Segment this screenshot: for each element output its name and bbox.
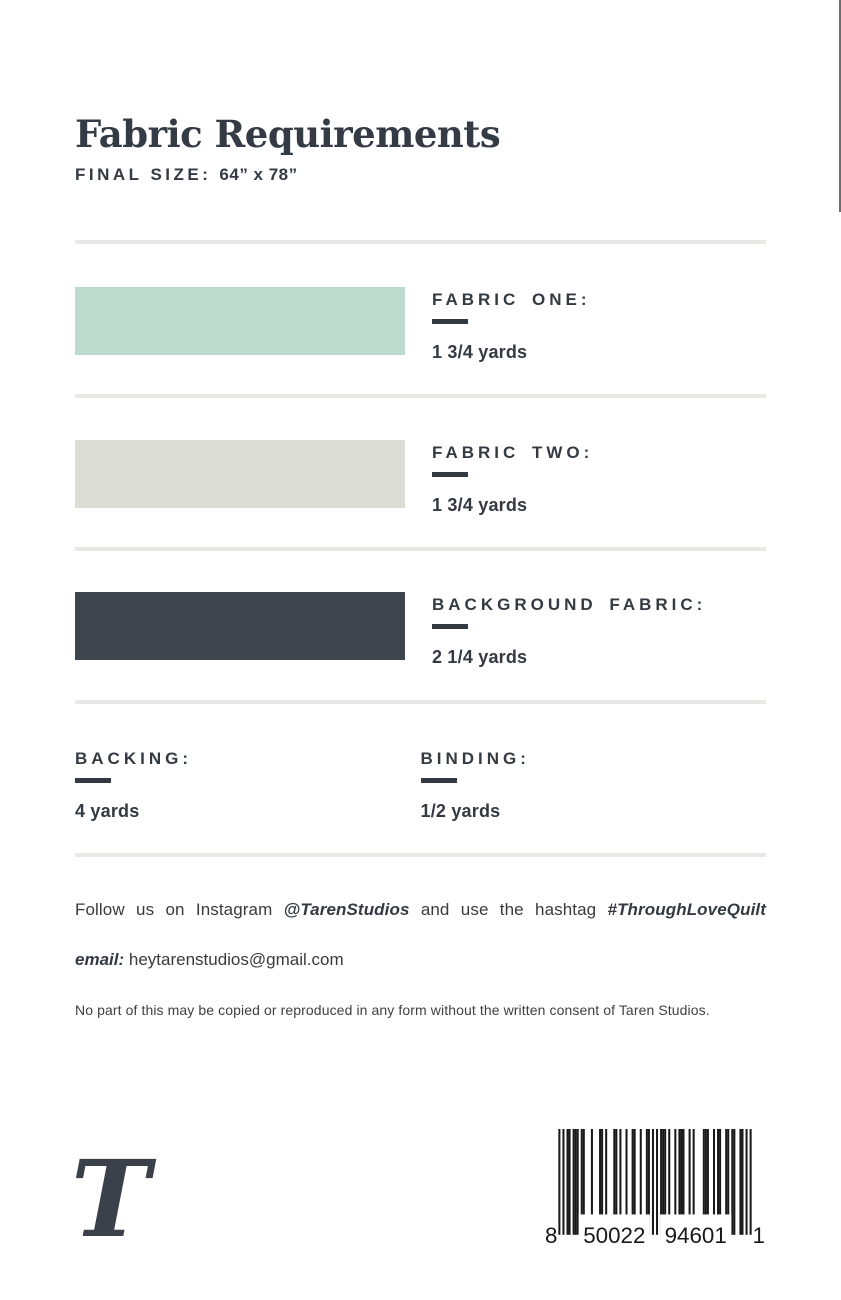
email-line: [75, 949, 766, 971]
fabric-one-swatch: [75, 287, 405, 355]
fabric-row-background: [75, 592, 766, 668]
binding-label: BINDING:: [420, 749, 530, 768]
instagram-line: [75, 899, 766, 921]
binding-column: [421, 749, 767, 822]
barcode-digits-group1: 50022: [583, 1222, 646, 1247]
email-label: email:: [75, 950, 125, 969]
divider: [75, 547, 766, 551]
fabric-one-label: FABRIC ONE:: [432, 290, 591, 309]
final-size-value: 64” x 78”: [219, 165, 298, 184]
barcode-digit-right: 1: [752, 1222, 765, 1247]
divider: [75, 394, 766, 398]
barcode: [544, 1129, 766, 1247]
backing-label: BACKING:: [75, 749, 192, 768]
divider: [75, 700, 766, 704]
fabric-two-yardage: 1 3/4 yards: [432, 495, 528, 515]
underline-dash: [421, 778, 457, 783]
fabric-two-swatch: [75, 440, 405, 508]
instagram-prefix: Follow us on Instagram: [75, 900, 284, 919]
final-size-label: FINAL SIZE:: [75, 165, 212, 184]
fabric-two-info: [432, 440, 593, 516]
fabric-row-one: [75, 287, 766, 363]
fabric-two-label: FABRIC TWO:: [432, 443, 594, 462]
instagram-middle: and use the hashtag: [409, 900, 608, 919]
backing-column: [75, 749, 421, 822]
backing-yardage: 4 yards: [75, 801, 140, 821]
brand-row: [71, 1129, 766, 1261]
fabric-one-yardage: 1 3/4 yards: [432, 342, 528, 362]
email-address: heytarenstudios@gmail.com: [124, 950, 344, 969]
barcode-digits-group2: 94601: [664, 1222, 727, 1247]
divider: [75, 853, 766, 857]
binding-yardage: 1/2 yards: [420, 801, 501, 821]
background-fabric-label: BACKGROUND FABRIC:: [432, 595, 707, 614]
instagram-handle: @TarenStudios: [283, 900, 410, 919]
divider: [75, 240, 766, 244]
instagram-hashtag: #ThroughLoveQuilt: [607, 900, 766, 919]
final-size-line: [75, 164, 766, 186]
background-fabric-yardage: 2 1/4 yards: [432, 647, 528, 667]
background-fabric-info: [432, 592, 706, 668]
underline-dash: [432, 319, 468, 324]
barcode-digit-left: 8: [545, 1222, 558, 1247]
copyright-notice: No part of this may be copied or reproduced in any form without the written consent of Taren Studios.: [75, 1002, 710, 1018]
fabric-row-two: [75, 440, 766, 516]
taren-studios-logo: T: [71, 1136, 150, 1261]
underline-dash: [432, 472, 468, 477]
fabric-one-info: [432, 287, 591, 363]
backing-binding-row: [75, 749, 766, 822]
barcode-svg: [544, 1129, 766, 1247]
background-fabric-swatch: [75, 592, 405, 660]
page-title: Fabric Requirements: [75, 112, 501, 156]
underline-dash: [432, 624, 468, 629]
underline-dash: [75, 778, 111, 783]
